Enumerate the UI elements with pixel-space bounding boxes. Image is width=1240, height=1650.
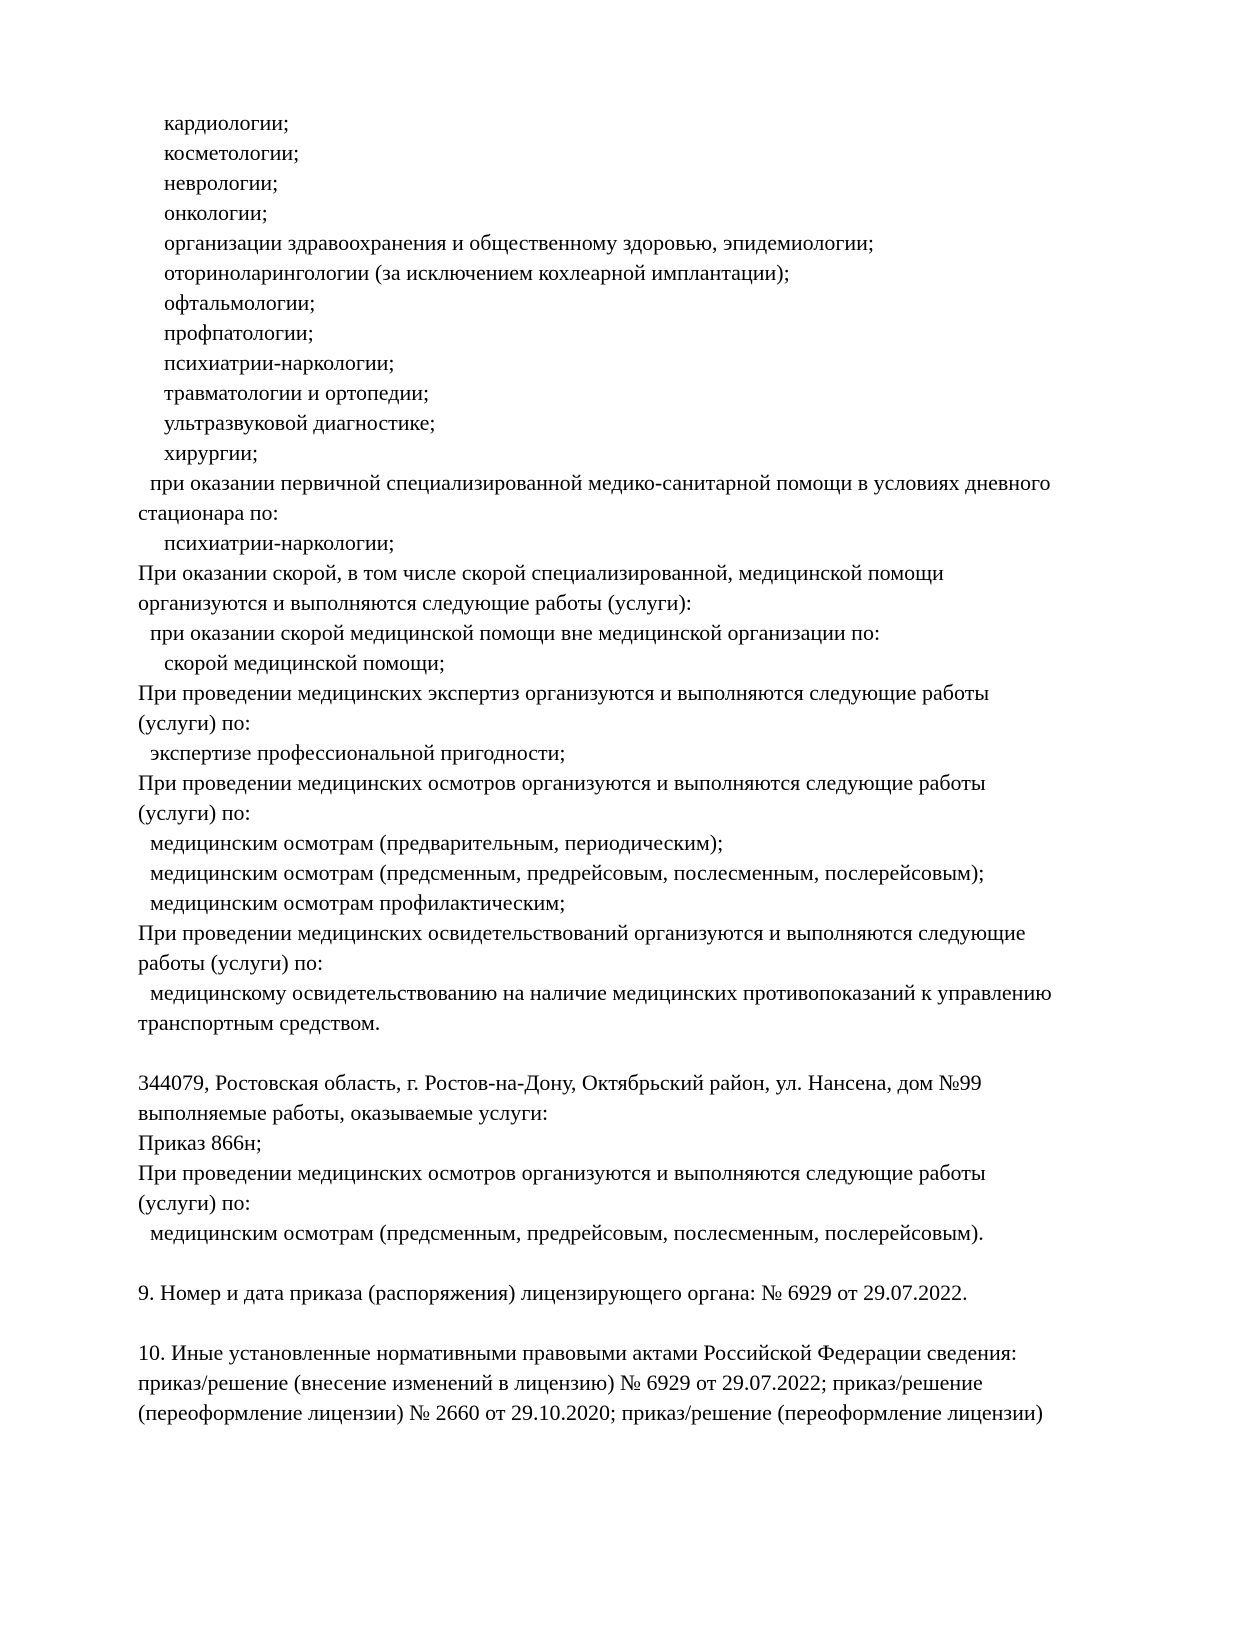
text-line: При оказании скорой, в том числе скорой специализированной, медицинской помощи — [138, 560, 944, 585]
text-line: скорой медицинской помощи; — [164, 650, 446, 675]
text-line: профпатологии; — [164, 320, 314, 345]
blank-line — [138, 1248, 1160, 1278]
text-line: медицинским осмотрам (предсменным, предрейсовым, послесменным, послерейсовым); — [150, 860, 985, 885]
text-line: медицинским осмотрам профилактическим; — [150, 890, 566, 915]
text-line: При проведении медицинских осмотров организуются и выполняются следующие работы — [138, 1160, 986, 1185]
blank-line — [138, 1308, 1160, 1338]
text-line: медицинским осмотрам (предсменным, предрейсовым, послесменным, послерейсовым). — [150, 1220, 984, 1245]
text-line: ультразвуковой диагностике; — [164, 410, 436, 435]
text-line: психиатрии-наркологии; — [164, 530, 395, 555]
text-line: онкологии; — [164, 200, 268, 225]
text-line: организуются и выполняются следующие работы (услуги): — [138, 590, 692, 615]
text-line: стационара по: — [138, 500, 279, 525]
text-line: (услуги) по: — [138, 1190, 251, 1215]
text-line: медицинскому освидетельствованию на наличие медицинских противопоказаний к управлению — [150, 980, 1052, 1005]
text-line: (переоформление лицензии) № 2660 от 29.10.2020; приказ/решение (переоформление лицензии) — [138, 1400, 1043, 1425]
text-line: Приказ 866н; — [138, 1130, 262, 1155]
text-line: организации здравоохранения и общественному здоровью, эпидемиологии; — [164, 230, 875, 255]
text-line: (услуги) по: — [138, 800, 251, 825]
text-line: При проведении медицинских освидетельствований организуются и выполняются следующие — [138, 920, 1026, 945]
text-line: 9. Номер и дата приказа (распоряжения) лицензирующего органа: № 6929 от 29.07.2022. — [138, 1280, 968, 1305]
text-line: травматологии и ортопедии; — [164, 380, 430, 405]
text-line: транспортным средством. — [138, 1010, 381, 1035]
blank-line — [138, 1038, 1160, 1068]
text-line: кардиологии; — [164, 110, 290, 135]
text-line: выполняемые работы, оказываемые услуги: — [138, 1100, 549, 1125]
text-line: 10. Иные установленные нормативными правовыми актами Российской Федерации сведения: — [138, 1340, 1017, 1365]
text-line: косметологии; — [164, 140, 300, 165]
text-line: работы (услуги) по: — [138, 950, 324, 975]
document-body — [138, 108, 1160, 1428]
text-line: при оказании первичной специализированной медико-санитарной помощи в условиях дневного — [150, 470, 1051, 495]
text-line: оториноларингологии (за исключением кохлеарной имплантации); — [164, 260, 790, 285]
text-line: При проведении медицинских экспертиз организуются и выполняются следующие работы — [138, 680, 990, 705]
text-line: При проведении медицинских осмотров организуются и выполняются следующие работы — [138, 770, 986, 795]
text-line: экспертизе профессиональной пригодности; — [150, 740, 566, 765]
text-line: офтальмологии; — [164, 290, 316, 315]
text-line: при оказании скорой медицинской помощи вне медицинской организации по: — [150, 620, 881, 645]
text-line: приказ/решение (внесение изменений в лицензию) № 6929 от 29.07.2022; приказ/решение — [138, 1370, 983, 1395]
text-line: 344079, Ростовская область, г. Ростов-на-Дону, Октябрьский район, ул. Нансена, дом №99 — [138, 1070, 982, 1095]
text-line: медицинским осмотрам (предварительным, периодическим); — [150, 830, 724, 855]
text-line: хирургии; — [164, 440, 259, 465]
text-line: неврологии; — [164, 170, 279, 195]
text-line: психиатрии-наркологии; — [164, 350, 395, 375]
text-line: (услуги) по: — [138, 710, 251, 735]
